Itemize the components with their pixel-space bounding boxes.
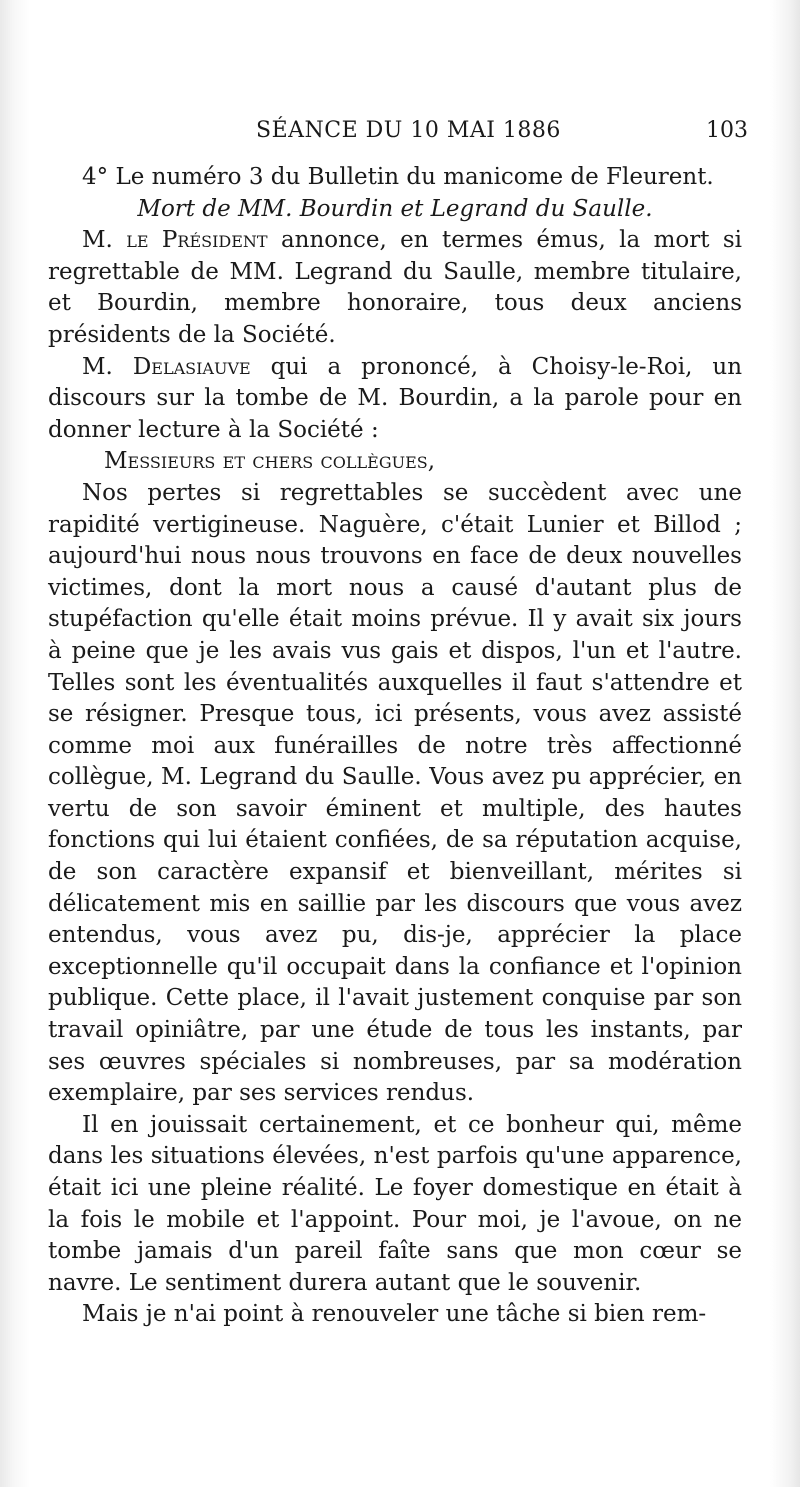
paragraph-text: annonce, en termes émus, la mort si regrettable de MM. Legrand du Saulle, membre titulaire, et Bourdin, membre honoraire, tous deux anciens présidents de la Société. — [48, 227, 743, 348]
list-item-4: 4° Le numéro 3 du Bulletin du manicome de Fleurent. — [82, 164, 714, 190]
speaker-name: M. Delasiauve — [82, 353, 251, 380]
delasiauve-paragraph — [48, 352, 742, 447]
page-number: 103 — [706, 118, 748, 143]
speaker-name: M. le Président — [82, 227, 268, 254]
page-body — [48, 162, 742, 1331]
president-paragraph — [48, 225, 742, 351]
paragraph-text: qui a prononcé, à Choisy-le-Roi, un discours sur la tombe de M. Bourdin, a la parole pour en donner lecture à la Société : — [48, 353, 743, 443]
page-header — [48, 118, 748, 150]
salutation-text: Messieurs et chers collègues, — [104, 448, 436, 475]
speech-paragraph: Il en jouissait certainement, et ce bonheur qui, même dans les situations élevées, n'est parfois qu'une apparence, était ici une pleine réalité. Le foyer domestique en était à la fois le mobile et l'appoint. Pour moi, je l'avoue, on ne tombe jamais d'un pareil faîte sans que mon cœur se navre. Le sentiment durera autant que le souvenir. — [48, 1111, 742, 1296]
speech-paragraph: Nos pertes si regrettables se succèdent avec une rapidité vertigineuse. Naguère, c'était Lunier et Billod ; aujourd'hui nous nous trouvons en face de deux nouvelles victimes, dont la mort nous a causé d'autant plus de stupéfaction qu'elle était moins prévue. Il y avait six jours à peine que je les avais vus gais et dispos, l'un et l'autre. Telles sont les éventualités auxquelles il faut s'attendre et se résigner. Presque tous, ici présents, vous avez assisté comme moi aux funérailles de notre très affectionné collègue, M. Legrand du Saulle. Vous avez pu apprécier, en vertu de son savoir éminent et multiple, des hautes fonctions qui lui étaient confiées, de sa réputation acquise, de son caractère expansif et bienveillant, mérites si délicatement mis en saillie par les discours que vous avez entendus, vous avez pu, dis-je, apprécier la place exceptionnelle qu'il occupait dans la confiance et l'opinion publique. Cette place, il l'avait justement conquise par son travail opiniâtre, par une étude de tous les instants, par ses œuvres spéciales si nombreuses, par sa modération exemplaire, par ses services rendus. — [48, 479, 742, 1107]
speech-paragraph: Mais je n'ai point à renouveler une tâche si bien rem- — [82, 1301, 707, 1328]
salutation — [48, 446, 742, 478]
section-heading: Mort de MM. Bourdin et Legrand du Saulle. — [137, 195, 653, 222]
running-head: SÉANCE DU 10 MAI 1886 — [256, 118, 561, 143]
